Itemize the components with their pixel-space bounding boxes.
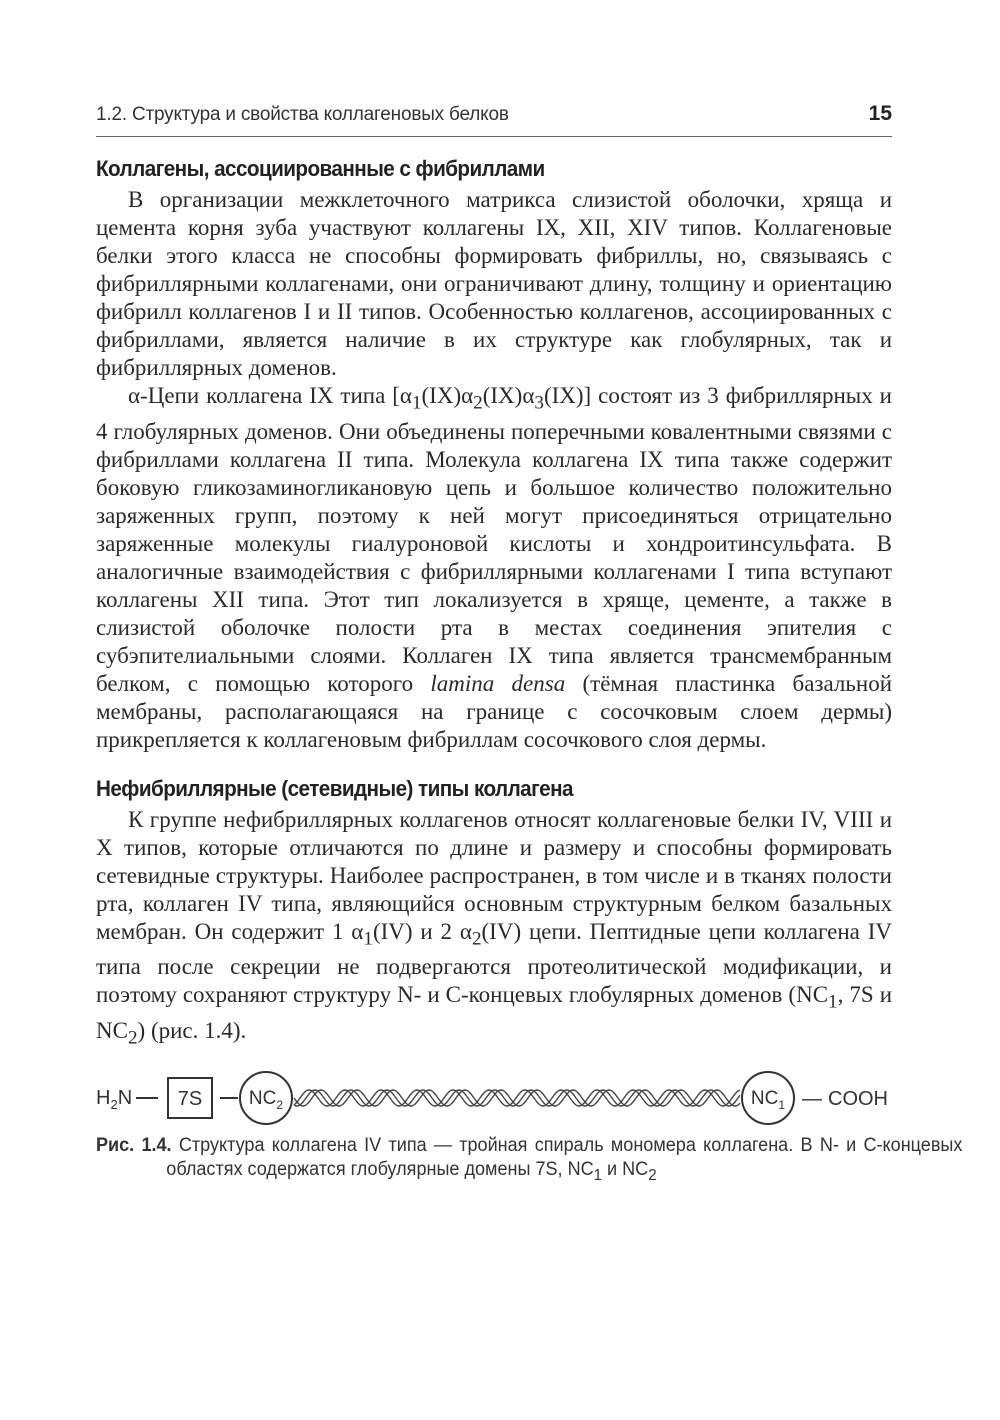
paragraph-collagen-ix	[96, 382, 892, 754]
h2n-label: $H_2N$	[96, 1087, 133, 1113]
caption-text: и NC	[602, 1159, 649, 1181]
section-heading-fibril-associated: Коллагены, ассоциированные с фибриллами	[96, 156, 545, 181]
subscript: 1	[828, 991, 838, 1013]
text-run: (IX)α	[482, 383, 535, 408]
text-run: (тёмная пластинка базальной мембраны, располагающаяся на границе с сосочковым слоем дермы) прикрепляется к коллагеновым фибриллам сосочкового слоя дермы.	[96, 670, 893, 752]
text-run: К группе нефибриллярных коллагенов относят коллагеновые белки IV, VIII и X типов, которые отличаются по длине и размеру и способны формировать сетевидные структуры. Наиболее распространен, в том числе и в тканях полости рта, коллаген IV типа, являющийся основным структурным белком базальных мембран. Он содержит 1 α	[96, 806, 892, 944]
text-run: ) (рис. 1.4).	[137, 1017, 247, 1043]
italic-term: lamina densa	[430, 670, 566, 696]
text-run: (IV) цепи. Пептидные цепи коллагена IV типа после секреции не подвергаются протеолитической модификации, и поэтому сохраняют структуру N- и C-концевых глобулярных доменов (NC	[96, 918, 893, 1008]
nc2-label: $NC_2$	[248, 1088, 284, 1113]
figure-collagen-iv-diagram	[96, 1062, 892, 1134]
nc1-label: $NC_1$	[750, 1088, 786, 1113]
subscript: 1	[593, 1167, 603, 1185]
caption-label: Рис. 1.4.	[96, 1135, 172, 1157]
text-run: (IX)α	[421, 383, 474, 408]
page-number: 15	[868, 102, 892, 125]
subscript: 2	[648, 1167, 657, 1185]
subscript: 2	[473, 392, 483, 414]
figure-caption	[96, 1134, 962, 1188]
section-heading-network-forming: Нефибриллярные (сетевидные) типы коллагена	[96, 775, 573, 801]
subscript: 2	[127, 1027, 138, 1049]
subscript: 2	[471, 928, 482, 950]
subscript: 1	[411, 392, 422, 414]
paragraph-fibril-associated-intro: В организации межклеточного матрикса слизистой оболочки, хряща и цемента корня зуба участвуют коллагены IX, XII, XIV типов. Коллагеновые белки этого класса не способны формировать фибриллы, но, связываясь с фибриллярными коллагенами, они ограничивают длину, толщину и ориентацию фибрилл коллагенов I и II типов. Особенностью коллагенов, ассоциированных с фибриллами, является наличие в их структуре как глобулярных, так и фибриллярных доменов.	[96, 187, 892, 380]
text-run: (IX)] состоят из 3 фибриллярных и 4 глобулярных доменов. Они объединены поперечными ковалентными связями с фибриллами коллагена II типа. Молекула коллагена IX типа также содержит боковую гликозаминогликановую цепь и большое количество положительно заряженных групп, поэтому к ней могут присоединяться отрицательно заряженные молекулы гиалуроновой кислоты и хондроитинсульфата. В аналогичные взаимодействия с фибриллярными коллагенами I типа вступают коллагены XII типа. Этот тип локализуется в хряще, цементе, а также в слизистой оболочке полости рта в местах соединения эпителия с субэпителиальными слоями. Коллаген IX типа является трансмембранным белком, с помощью которого	[96, 383, 892, 696]
triple-helix	[294, 1090, 740, 1106]
subscript: 1	[363, 928, 373, 950]
running-head-title: 1.2. Структура и свойства коллагеновых белков	[96, 104, 509, 125]
caption-text: Структура коллагена IV типа — тройная спираль мономера коллагена. В N- и C-концевых областях содержатся глобулярные домены 7S, NC	[166, 1135, 963, 1181]
running-head	[96, 98, 892, 132]
page-content	[96, 156, 963, 1207]
text-run: (IV) и 2 α	[372, 918, 472, 944]
subscript: 3	[534, 392, 544, 414]
text-run: α-Цепи коллагена IX типа [α	[128, 383, 412, 408]
paragraph-network-collagens	[96, 806, 892, 1053]
collagen-iv-diagram	[96, 1062, 892, 1134]
domain-7s-label: 7S	[177, 1088, 203, 1111]
text-run: , 7S и NC	[96, 982, 892, 1043]
header-rule	[96, 136, 892, 137]
cooh-label: — COOH	[802, 1088, 888, 1111]
